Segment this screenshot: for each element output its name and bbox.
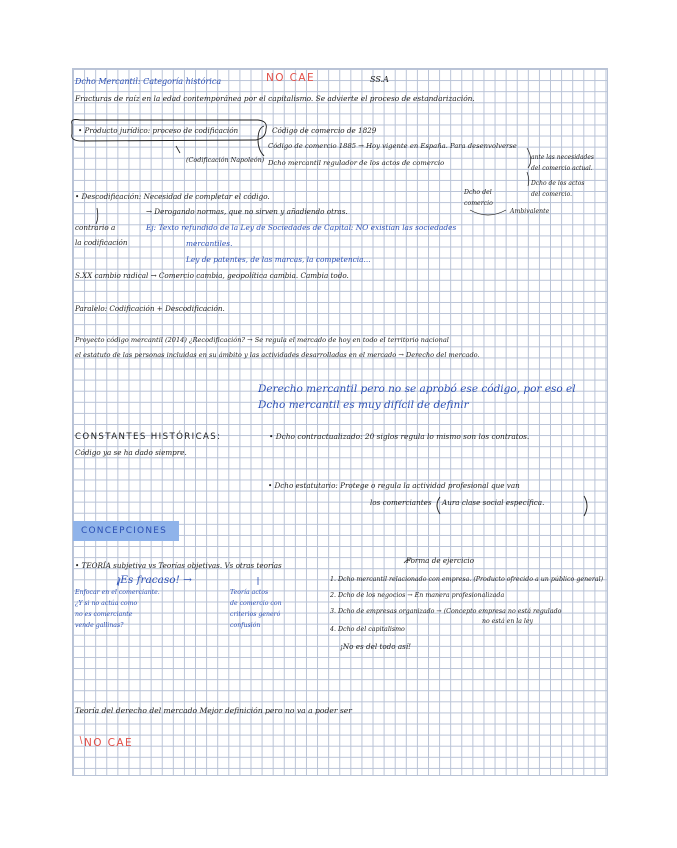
- constantes-label: CONSTANTES HISTÓRICAS:: [75, 432, 222, 442]
- concepcion-1: 1. Dcho mercantil relacionado con empresa. (Producto ofrecido a un público general): [330, 576, 604, 583]
- dcho-mercantil-regulador: Dcho mercantil regulador de los actos de comercio: [268, 159, 445, 167]
- concepcion-2: 2. Dcho de los negocios → En manera profesionalizada: [330, 592, 505, 599]
- no-cae-title: NO CAE: [266, 72, 316, 84]
- concepciones-badge: CONCEPCIONES: [73, 521, 179, 541]
- concepcion-3: 3. Dcho de empresas organizado → (Concepto empresa no está regulado: [330, 608, 562, 615]
- descodificacion-label: • Descodificación: Necesidad de completar el código.: [75, 192, 270, 201]
- left-note-4: vende gallinas?: [75, 622, 124, 629]
- mid-note-4: confusión: [230, 622, 261, 629]
- concepcion-3b: no está en la ley: [482, 618, 534, 625]
- mercantiles: mercantiles.: [186, 239, 233, 248]
- ss-mark: SS.A: [370, 75, 389, 84]
- intro-line: Fracturas de raíz en la edad contemporánea por el capitalismo. Se advierte el proceso de estandarización.: [75, 94, 475, 103]
- proyecto-line-2: el estatuto de las personas incluidas en su ámbito y las actividades desarrolladas en el mercado → Derecho del mercado.: [75, 351, 480, 359]
- fracaso: ¡Es fracaso! →: [116, 574, 192, 586]
- dcho-comercio-1: Dcho del: [464, 189, 492, 196]
- sxx-line: S.XX cambio radical → Comercio cambia, geopolítica cambia. Cambia todo.: [75, 271, 349, 280]
- teoria-mercado: Teoría del derecho del mercado Mejor definición pero no va a poder ser: [75, 706, 352, 715]
- mid-note-2: de comercio con: [230, 600, 282, 607]
- dcho-comercio-2: comercio: [464, 200, 493, 207]
- left-note-2: ¿Y si no actúa como: [75, 600, 138, 607]
- codigo-1829: Código de comercio de 1829: [272, 126, 377, 135]
- derogando-line: → Derogando normas, que no sirven y añadiendo otras.: [146, 207, 348, 216]
- constantes-item-2c: Aura clase social específica.: [442, 498, 545, 507]
- blue-note-1: Derecho mercantil pero no se aprobó ese código, por eso el: [258, 383, 576, 395]
- concepcion-4: 4. Dcho del capitalismo: [330, 626, 405, 633]
- contrario-1: contrario a: [75, 223, 116, 232]
- dcho-actos-1: Dcho de los actos: [531, 180, 585, 187]
- mid-note-1: Teoría actos: [230, 589, 269, 596]
- page-title: Dcho Mercantil: Categoría histórica: [75, 77, 222, 86]
- ambivalente: Ambivalente: [510, 208, 550, 215]
- ejemplo-ley: Ej: Texto refundido de la Ley de Sociedades de Capital: NO existían las sociedades: [146, 223, 457, 232]
- codigo-1885: Código de comercio 1885 → Hoy vigente en España. Para desenvolverse: [268, 142, 517, 150]
- no-es-del-todo: ¡No es del todo así!: [340, 642, 412, 651]
- constantes-item-2: • Dcho estatutario: Protege o regula la actividad profesional que van: [268, 481, 520, 490]
- teoria-subjetiva: • TEORÍA subjetiva vs Teorías objetivas. Vs otras teorías: [75, 561, 282, 570]
- contrario-2: la codificación: [75, 238, 128, 247]
- dcho-actos-2: del comercio.: [531, 191, 572, 198]
- mid-note-3: criterios generó: [230, 611, 281, 618]
- left-note-1: Enfocar en el comerciante.: [75, 589, 160, 596]
- constantes-item-1b: Código ya se ha dado siempre.: [75, 448, 187, 457]
- proyecto-line-1: Proyecto código mercantil (2014) ¿Recodificación? → Se regula el mercado de hoy en todo el territorio nacional: [75, 336, 449, 344]
- codificacion-napoleon: (Codificación Napoleón): [186, 156, 265, 164]
- paralelo-line: Paralelo: Codificación + Descodificación.: [75, 304, 225, 313]
- left-note-3: no es comerciante: [75, 611, 133, 618]
- necesidades-2: del comercio actual.: [531, 165, 593, 172]
- ley-patentes: Ley de patentes, de las marcas, la competencia...: [186, 255, 371, 264]
- blue-note-2: Dcho mercantil es muy difícil de definir: [258, 399, 469, 411]
- forma-ejercicio: Forma de ejercicio: [406, 556, 475, 565]
- no-cae-footer: NO CAE: [84, 737, 134, 749]
- necesidades-1: ante las necesidades: [531, 154, 595, 161]
- constantes-item-1: • Dcho contractualizado: 20 siglos regula lo mismo son los contratos.: [269, 432, 530, 441]
- constantes-item-2b: los comerciantes: [370, 498, 432, 507]
- producto-label: • Producto jurídico: proceso de codificación: [78, 126, 239, 135]
